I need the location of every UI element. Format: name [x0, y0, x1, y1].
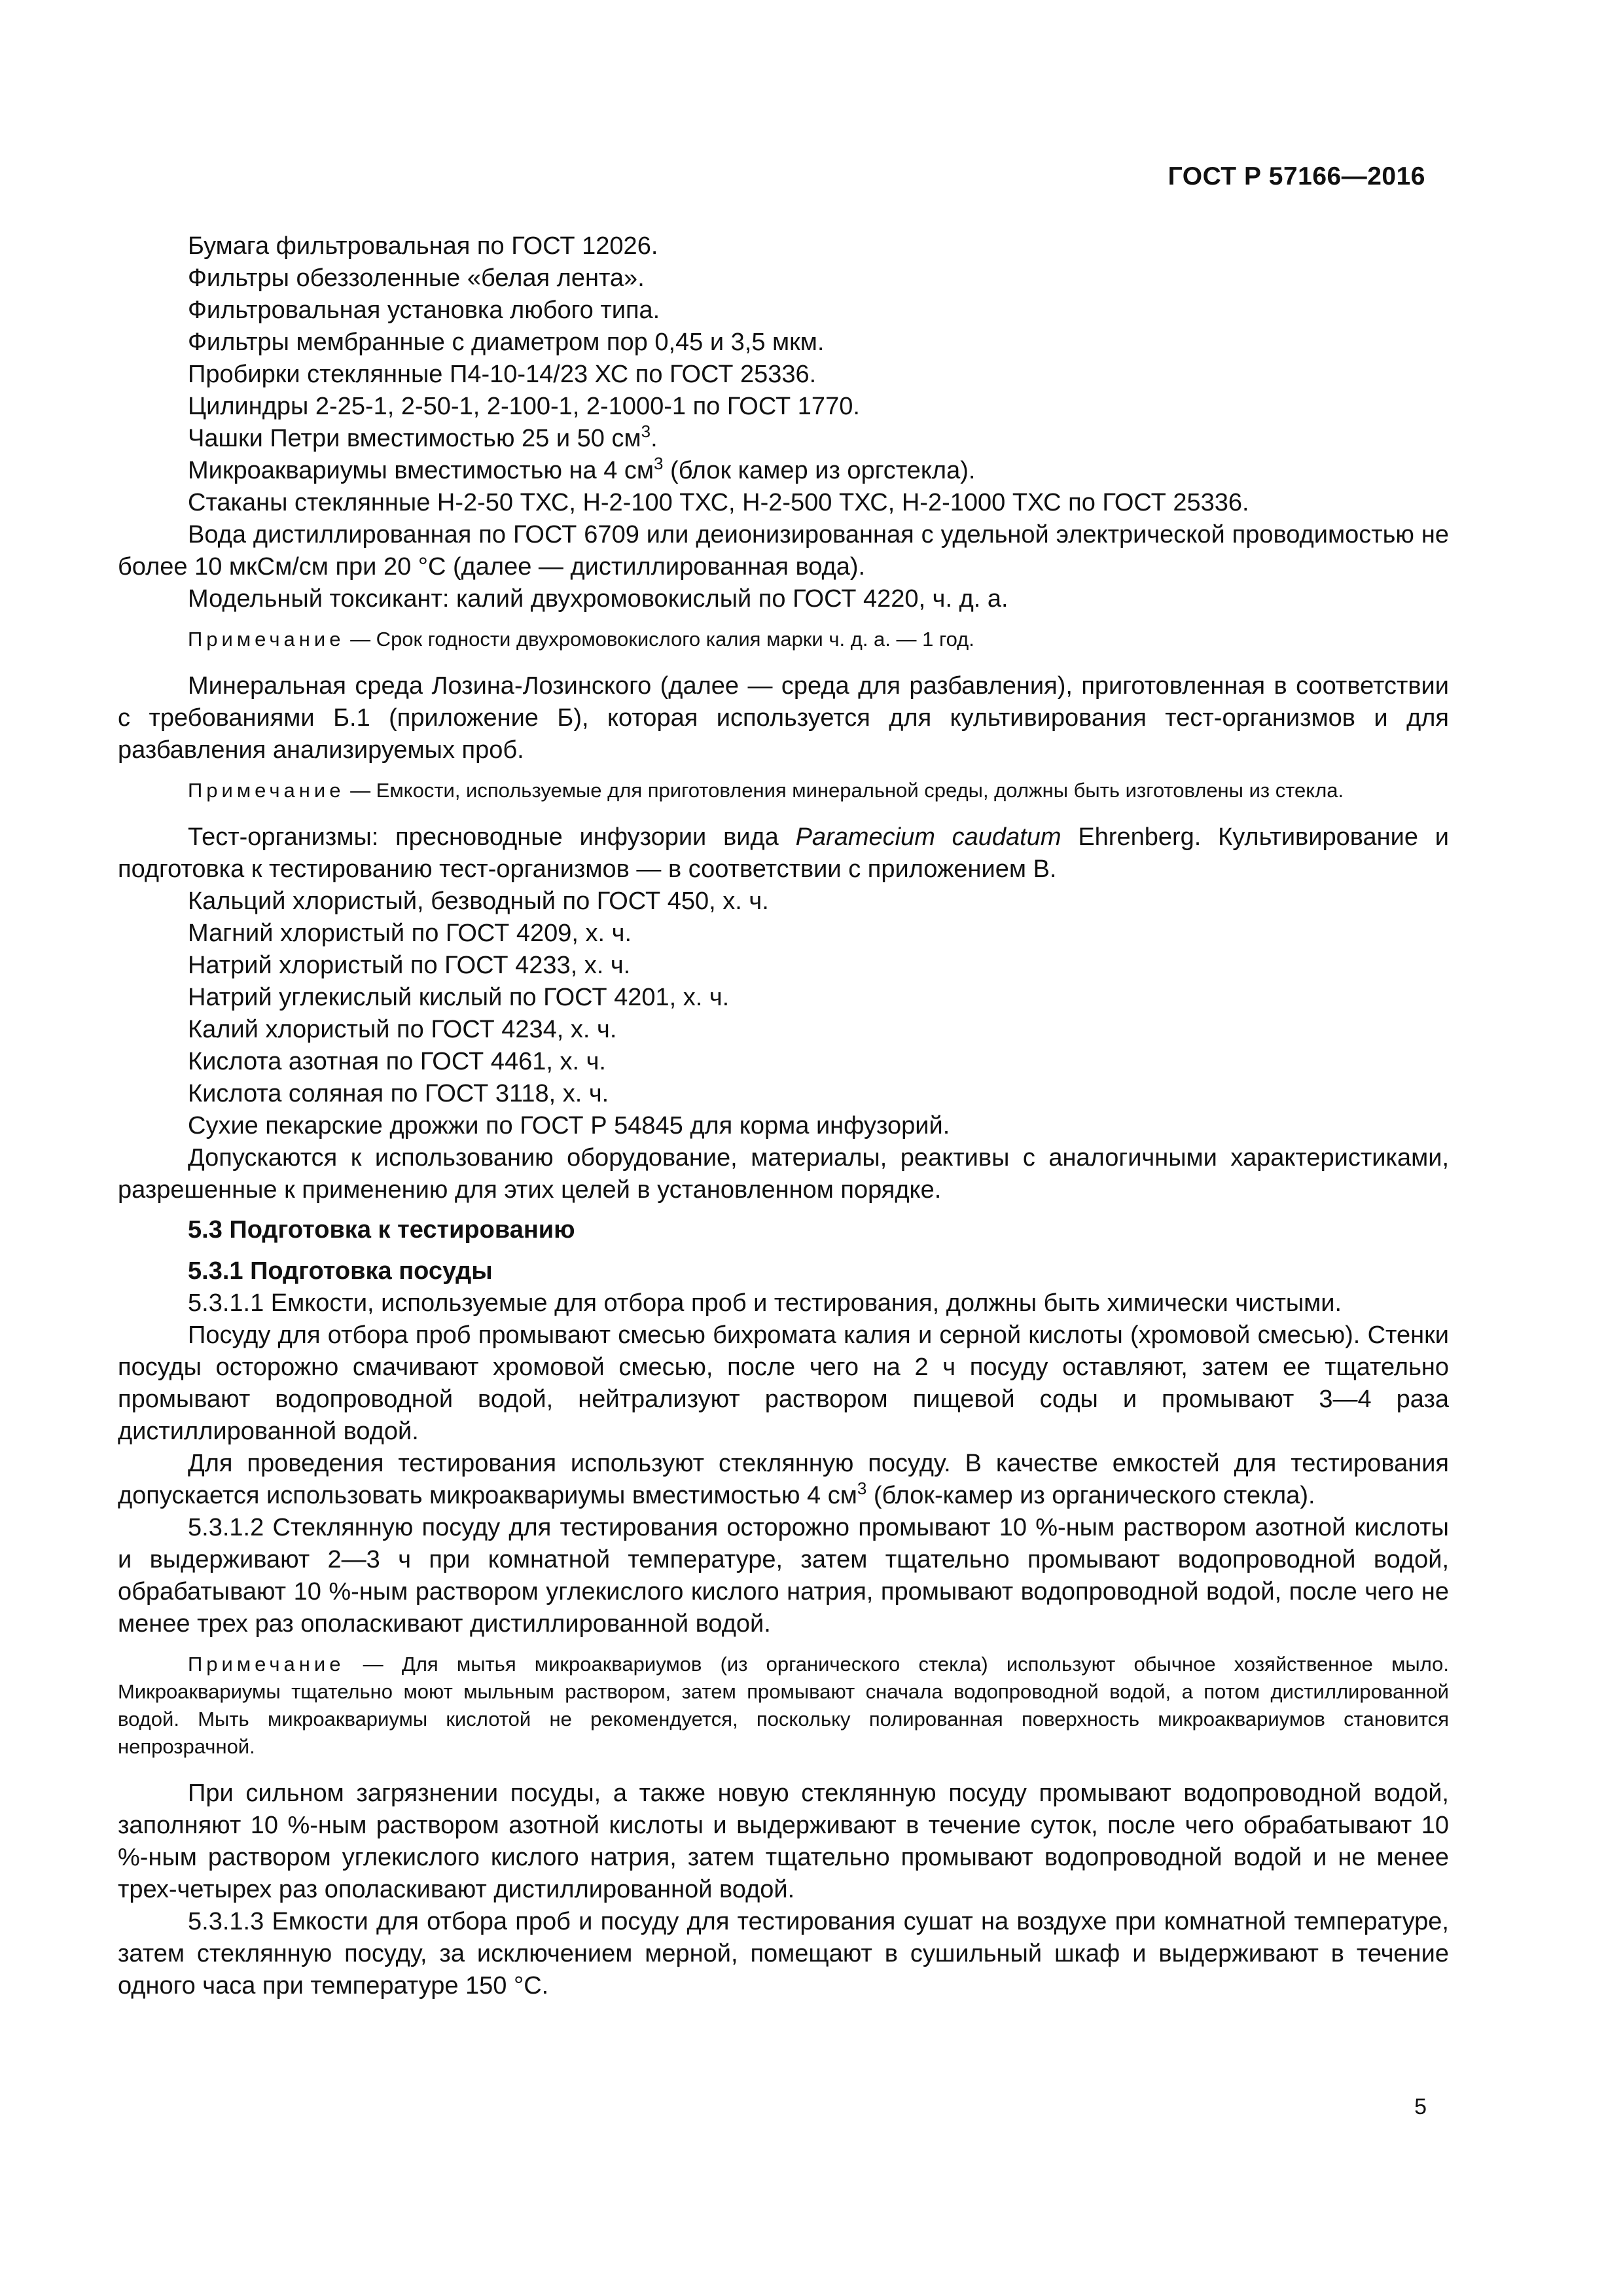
- note-containers: [118, 777, 1449, 804]
- list-item: Кислота соляная по ГОСТ 3118, х. ч.: [188, 1080, 609, 1107]
- standard-code: ГОСТ Р 57166—2016: [1168, 162, 1425, 190]
- list-item: Натрий углекислый кислый по ГОСТ 4201, х. ч.: [188, 984, 730, 1011]
- glass-b: (блок-камер из органического стекла).: [866, 1482, 1315, 1509]
- microaq-sup: 3: [654, 454, 664, 473]
- paragraph-5-3-1-1: 5.3.1.1 Емкости, используемые для отбора проб и тестирования, должны быть химически чистыми.: [188, 1289, 1342, 1317]
- note-label: Примечание: [188, 628, 345, 651]
- paragraph-5-3-1-3: 5.3.1.3 Емкости для отбора проб и посуду для тестирования сушат на воздухе при комнатной температуре, затем стеклянную посуду, за исключением мерной, помещают в сушильный шкаф и выдерживают в течение одного часа при температуре 150 °С.: [118, 1908, 1449, 2000]
- paragraph-test-organisms: [118, 821, 1449, 886]
- list-item: Кальций хлористый, безводный по ГОСТ 450, х. ч.: [188, 888, 769, 915]
- list-item-microaquarium: [118, 455, 1449, 487]
- note-microaquarium-wash: [118, 1651, 1449, 1761]
- list-item: Допускаются к использованию оборудование, материалы, реактивы с аналогичными характеристиками, разрешенные к применению для этих целей в установленном порядке.: [118, 1144, 1449, 1204]
- note-text: — Для мытья микроаквариумов (из органического стекла) используют обычное хозяйственное мыло. Микроаквариумы тщательно моют мыльным раствором, затем промывают сначала водопроводной водой, а потом дистиллированной водой. Мыть микроаквариумы кислотой не рекомендуется, поскольку полированная поверхность микроаквариумов становится непрозрачной.: [118, 1653, 1449, 1758]
- petri-tail: .: [651, 425, 658, 452]
- list-item: Магний хлористый по ГОСТ 4209, х. ч.: [188, 920, 632, 947]
- list-item: Фильтровальная установка любого типа.: [188, 296, 660, 324]
- paragraph-heavy-contamination: При сильном загрязнении посуды, а также новую стеклянную посуду промывают водопроводной водой, заполняют 10 %-ным раствором азотной кислоты и выдерживают в течение суток, после чего обрабатывают 10 %-ным раствором углекислого кислого натрия, затем тщательно промывают водопроводной водой и не менее трех-четырех раз ополаскивают дистиллированной водой.: [118, 1780, 1449, 1903]
- section-heading-5-3-1: 5.3.1 Подготовка посуды: [188, 1257, 493, 1285]
- petri-text: Чашки Петри вместимостью 25 и 50 см: [188, 425, 641, 452]
- list-item: Кислота азотная по ГОСТ 4461, х. ч.: [188, 1048, 606, 1075]
- list-item: Фильтры мембранные с диаметром пор 0,45 и 3,5 мкм.: [188, 329, 825, 356]
- petri-sup: 3: [641, 422, 651, 441]
- list-item: Цилиндры 2-25-1, 2-50-1, 2-100-1, 2-1000-1 по ГОСТ 1770.: [188, 393, 860, 420]
- list-item: Фильтры обеззоленные «белая лента».: [188, 264, 645, 292]
- species-name: Paramecium caudatum: [795, 823, 1061, 851]
- note-toxicant: [118, 626, 1449, 653]
- testorg-a: Тест-организмы: пресноводные инфузории вида: [188, 823, 796, 851]
- microaq-tail: (блок камер из оргстекла).: [663, 457, 976, 484]
- page-number: 5: [1414, 2094, 1427, 2119]
- list-item: Калий хлористый по ГОСТ 4234, х. ч.: [188, 1016, 617, 1043]
- document-body: [118, 230, 1449, 2002]
- list-item: Модельный токсикант: калий двухромовокислый по ГОСТ 4220, ч. д. а.: [188, 585, 1008, 613]
- list-item: Пробирки стеклянные П4-10-14/23 ХС по ГОСТ 25336.: [188, 361, 817, 388]
- list-item: Вода дистиллированная по ГОСТ 6709 или деионизированная с удельной электрической проводимостью не более 10 мкСм/см при 20 °С (далее — дистиллированная вода).: [118, 521, 1449, 581]
- list-item-petri: [118, 423, 1449, 455]
- glass-a: Для проведения тестирования используют стеклянную посуду. В качестве емкостей для тестирования допускается использовать микроаквариумы вместимостью 4 см: [118, 1450, 1449, 1509]
- list-item: Сухие пекарские дрожжи по ГОСТ Р 54845 для корма инфузорий.: [188, 1112, 950, 1139]
- section-heading-5-3: 5.3 Подготовка к тестированию: [188, 1216, 575, 1244]
- paragraph-medium: Минеральная среда Лозина-Лозинского (далее — среда для разбавления), приготовленная в соответствии с требованиями Б.1 (приложение Б), которая используется для культивирования тест-организмов и для разбавления анализируемых проб.: [118, 672, 1449, 764]
- glass-sup: 3: [857, 1479, 867, 1498]
- note-text: — Срок годности двухромовокислого калия марки ч. д. а. — 1 год.: [350, 628, 974, 651]
- note-label: Примечание: [188, 1653, 345, 1676]
- list-item: Стаканы стеклянные Н-2-50 ТХС, Н-2-100 ТХС, Н-2-500 ТХС, Н-2-1000 ТХС по ГОСТ 25336.: [188, 489, 1249, 516]
- testorg-b: Ehrenberg. Культивирование и подготовка к тестированию тест-организмов — в соответствии с приложением В.: [118, 823, 1449, 883]
- note-text: — Емкости, используемые для приготовления минеральной среды, должны быть изготовлены из стекла.: [350, 779, 1344, 802]
- note-label: Примечание: [188, 779, 345, 802]
- list-item: Бумага фильтровальная по ГОСТ 12026.: [188, 232, 658, 260]
- paragraph-glassware: [118, 1448, 1449, 1512]
- microaq-text: Микроаквариумы вместимостью на 4 см: [188, 457, 654, 484]
- paragraph-5-3-1-2: 5.3.1.2 Стеклянную посуду для тестирования осторожно промывают 10 %-ным раствором азотной кислоты и выдерживают 2—3 ч при комнатной температуре, затем тщательно промывают водопроводной водой, обрабатывают 10 %-ным раствором углекислого кислого натрия, промывают водопроводной водой, после чего не менее трех раз ополаскивают дистиллированной водой.: [118, 1514, 1449, 1638]
- list-item: Натрий хлористый по ГОСТ 4233, х. ч.: [188, 952, 631, 979]
- paragraph-washing: Посуду для отбора проб промывают смесью бихромата калия и серной кислоты (хромовой смесью). Стенки посуды осторожно смачивают хромовой смесью, после чего на 2 ч посуду оставляют, затем ее тщательно промывают водопроводной водой, нейтрализуют раствором пищевой соды и промывают 3—4 раза дистиллированной водой.: [118, 1321, 1449, 1445]
